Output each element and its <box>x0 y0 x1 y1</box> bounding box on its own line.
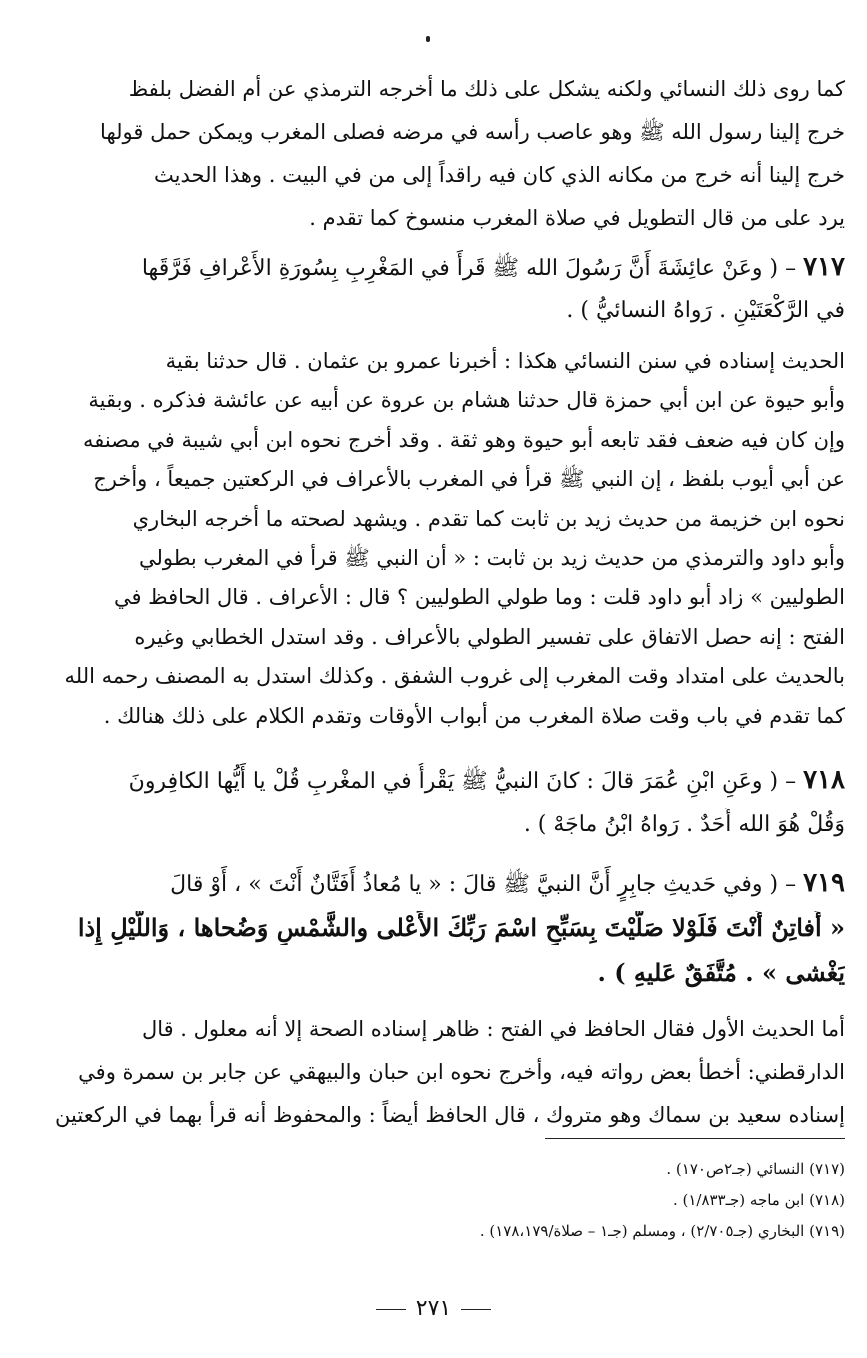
p3-line-3: إسناده سعيد بن سماك وهو متروك ، قال الحافظ أيضاً : والمحفوظ أنه قرأ بهما في الركعتين <box>55 1103 845 1127</box>
h717-line-2: في الرَّكْعَتَيْنِ . رَواهُ النسائيُّ ) . <box>566 298 845 323</box>
p2-line-10: كما تقدم في باب وقت صلاة المغرب من أبواب الأوقات وتقدم الكلام على ذلك هنالك . <box>103 703 845 728</box>
p2-line-5: نحوه ابن خزيمة من حديث زيد بن ثابت كما تقدم . ويشهد لصحته ما أخرجه البخاري <box>132 506 845 531</box>
p2-line-8: الفتح : إنه حصل الاتفاق على تفسير الطولي بالأعراف . وقد استدل الخطابي وغيره <box>134 624 845 649</box>
p2-line-1: الحديث إسناده في سنن النسائي هكذا : أخبرنا عمرو بن عثمان . قال حدثنا بقية <box>165 349 845 373</box>
page-number <box>0 1296 867 1321</box>
p2-line-9: بالحديث على امتداد وقت المغرب إلى غروب الشفق . وكذلك استدل به المصنف رحمه الله <box>64 664 845 689</box>
h718-line-1: ٧١٨ – ( وعَنِ ابْنِ عُمَرَ قالَ : كانَ النبيُّ ﷺ يَقْرأُ في المغْربِ قُلْ يا أَيُّها الكافِرونَ <box>128 765 845 795</box>
p1-line-1: كما روى ذلك النسائي ولكنه يشكل على ذلك ما أخرجه الترمذي عن أم الفضل بلفظ <box>128 77 845 101</box>
p3-line-2: الدارقطني: أخطأ بعض رواته فيه، وأخرج نحوه ابن حبان والبيهقي عن جابر بن سمرة وفي <box>78 1060 845 1084</box>
h719-line-2: « أَفاتِنٌ أَنْتَ فَلَوْلا صَلَّيْتَ بِسَبِّحِ اسْمَ رَبِّكَ الأَعْلى والشَّمْسِ وَضُحاها ، وَاللَّيْلِ إِذا <box>77 913 845 942</box>
footnote-rule <box>545 1138 845 1139</box>
h719-line-3: يَغْشى » . مُتَّفَقٌ عَليهِ ) . <box>597 958 845 987</box>
p3-line-1: أما الحديث الأول فقال الحافظ في الفتح : ظاهر إسناده الصحة إلا أنه معلول . قال <box>141 1017 845 1041</box>
footnote-2: (٧١٨) ابن ماجه (جـ١/٨٣٣) . <box>672 1191 845 1209</box>
p2-line-3: وإن كان فيه ضعف فقد تابعه أبو حيوة وهو ثقة . وقد أخرج نحوه ابن أبي شيبة في مصنفه <box>82 427 845 452</box>
p1-line-4: يرد على من قال التطويل في صلاة المغرب منسوخ كما تقدم . <box>309 206 845 230</box>
h718-line-2: وَقُلْ هُوَ الله أَحَدٌ . رَواهُ ابْنُ ماجَهْ ) . <box>523 812 845 837</box>
top-dot <box>426 36 430 42</box>
p1-line-2: خرج إلينا رسول الله ﷺ وهو عاصب رأسه في مرضه فصلى المغرب ويمكن حمل قولها <box>100 120 845 144</box>
p2-line-6: وأبو داود والترمذي من حديث زيد بن ثابت : « أن النبي ﷺ قرأ في المغرب بطولي <box>138 546 845 570</box>
p2-line-2: وأبو حيوة عن ابن أبي حمزة قال حدثنا هشام بن عروة عن أبيه عن عائشة فذكره . وبقية <box>88 388 845 413</box>
footnote-1: (٧١٧) النسائي (جـ٢ص١٧٠) . <box>666 1160 845 1178</box>
page-number-text: ٢٧١ <box>415 1296 452 1321</box>
h719-line-1: ٧١٩ – ( وفي حَديثِ جابِرٍ أَنَّ النبيَّ ﷺ قالَ : « يا مُعاذُ أَفَتَّانٌ أَنْتَ » ، أَوْ قالَ <box>170 868 845 898</box>
p2-line-4: عن أبي أيوب بلفظ ، إن النبي ﷺ قرأ في المغرب بالأعراف في الركعتين جميعاً ، وأخرج <box>93 467 845 492</box>
p1-line-3: خرج إلينا أنه خرج من مكانه الذي كان فيه راقداً إلى من في البيت . وهذا الحديث <box>154 163 845 187</box>
footnote-3: (٧١٩) البخاري (جـ٢/٧٠٥) ، ومسلم (جـ١ – صلاة/١٧٨،١٧٩) . <box>479 1222 845 1240</box>
page <box>22 0 845 1358</box>
h717-line-1: ٧١٧ – ( وعَنْ عائِشَةَ أَنَّ رَسُولَ الله ﷺ قَرأَ في المَغْرِبِ بِسُورَةِ الأَعْرافِ فَرَّقَها <box>141 252 845 282</box>
p2-line-7: الطوليين » زاد أبو داود قلت : وما طولي الطوليين ؟ قال : الأعراف . قال الحافظ في <box>113 585 845 610</box>
